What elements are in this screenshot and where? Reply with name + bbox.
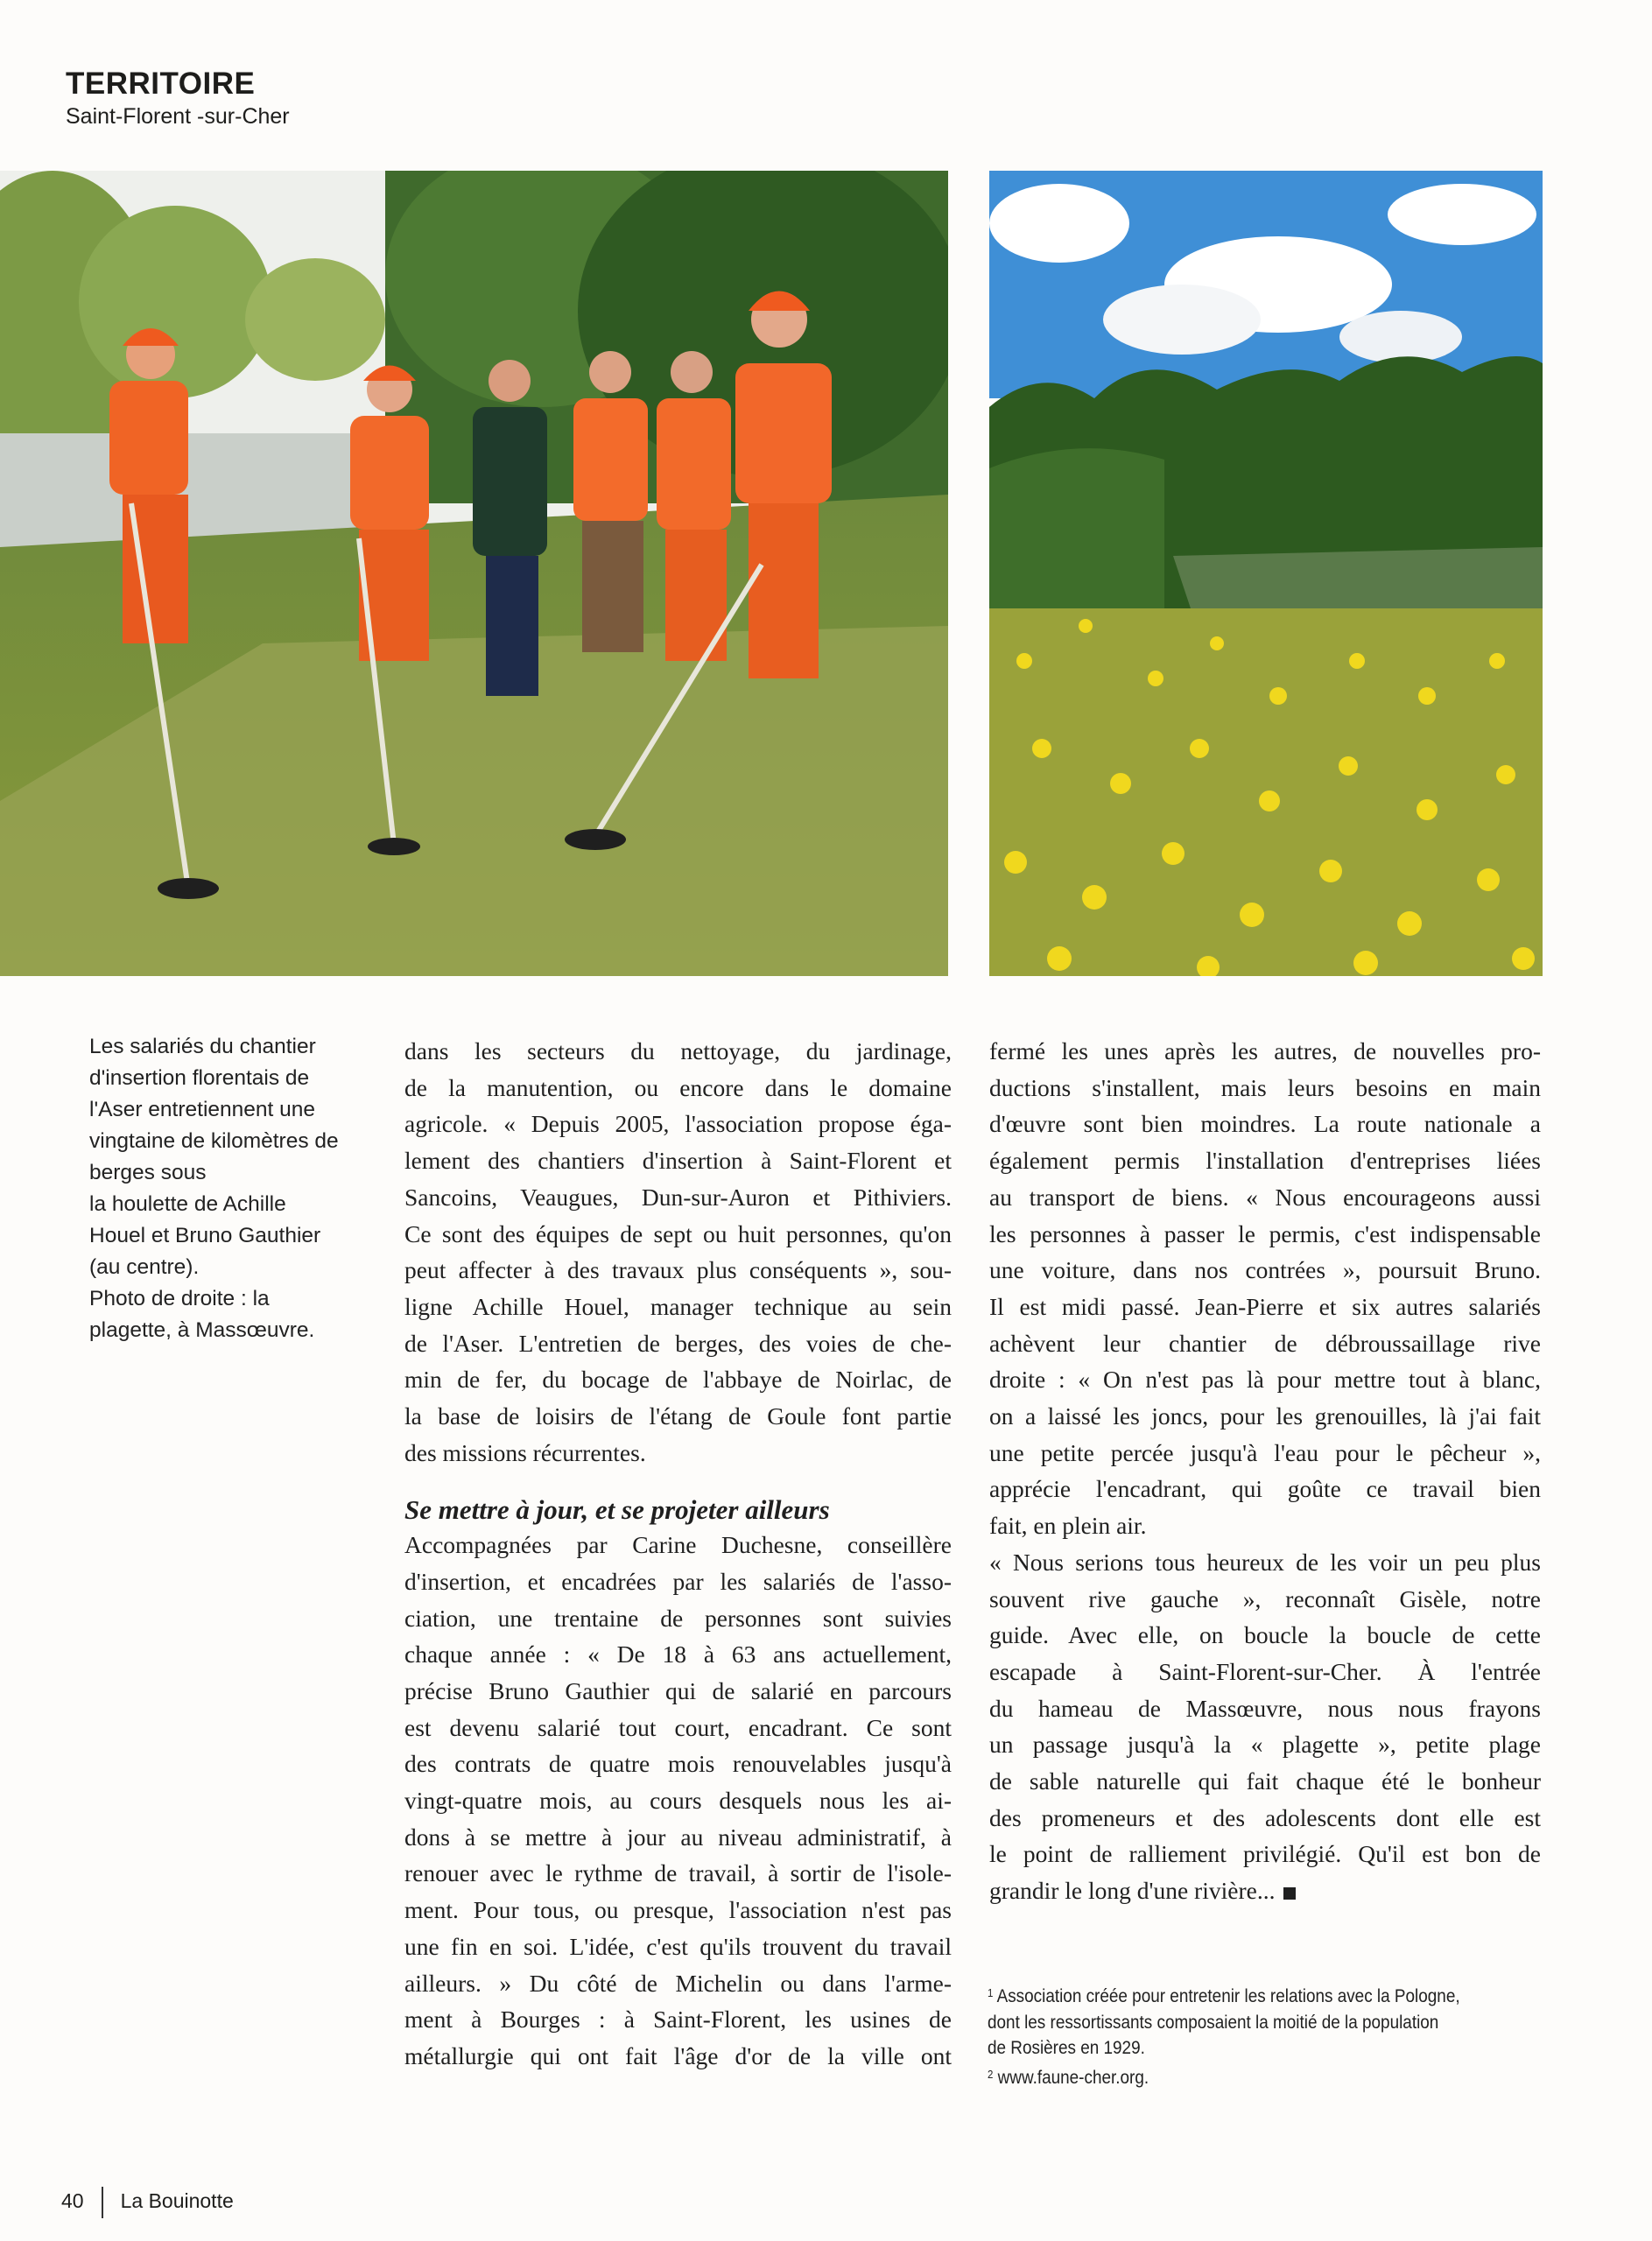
- text-line: d'insertion, et encadrées par les salariés de l'asso-: [404, 1567, 952, 1595]
- text-line: métallurgie qui ont fait l'âge d'or de la ville ont: [404, 2041, 952, 2069]
- caption-line: (au centre).: [89, 1255, 200, 1279]
- paragraph: [404, 1527, 952, 2075]
- text-line: agricole. « Depuis 2005, l'association propose éga-: [404, 1110, 952, 1138]
- text-line: une fin en soi. L'idée, c'est qu'ils trouvent du travail: [404, 1932, 952, 1960]
- text-line: droite : « On n'est pas là pour mettre tout à blanc,: [989, 1366, 1541, 1394]
- text-line: ductions s'installent, mais leurs besoins en main: [989, 1073, 1541, 1101]
- text-line: ailleurs. » Du côté de Michelin ou dans l'arme-: [404, 1969, 952, 1997]
- text-line: des contrats de quatre mois renouvelables jusqu'à: [404, 1750, 952, 1778]
- section-title: TERRITOIRE: [66, 67, 256, 101]
- text-line: Sancoins, Veaugues, Dun-sur-Auron et Pithiviers.: [404, 1183, 952, 1211]
- footer-divider: [102, 2187, 103, 2218]
- text-line: peut affecter à des travaux plus conséquents », sou-: [404, 1256, 952, 1284]
- text-line: un passage jusqu'à la « plagette », petite plage: [989, 1731, 1541, 1759]
- paragraph: [989, 1544, 1541, 1909]
- text-line: une petite percée jusqu'à l'eau pour le pêcheur »,: [989, 1438, 1541, 1466]
- text-line: les personnes à passer le permis, c'est indispensable: [989, 1219, 1541, 1247]
- text-line: dons à se mettre à jour au niveau administratif, à: [404, 1823, 952, 1851]
- text-line: fait, en plein air.: [989, 1512, 1147, 1540]
- article-column-middle: [404, 1033, 952, 2075]
- footnote-1-marker: 1: [988, 1986, 994, 1999]
- text-line: des promeneurs et des adolescents dont elle est: [989, 1803, 1541, 1831]
- caption-line: l'Aser entretiennent une: [89, 1098, 316, 1121]
- text-line: également permis l'installation d'entreprises liées: [989, 1147, 1541, 1175]
- text-line: min de fer, du bocage de l'abbaye de Noirlac, de: [404, 1366, 952, 1394]
- text-line: Il est midi passé. Jean-Pierre et six autres salariés: [989, 1292, 1541, 1320]
- footnotes: [988, 1980, 1480, 2090]
- caption-line: berges sous: [89, 1161, 207, 1184]
- text-line: Accompagnées par Carine Duchesne, conseillère: [404, 1531, 952, 1559]
- text-line: guide. Avec elle, on boucle la boucle de cette: [989, 1621, 1541, 1649]
- text-line: chaque année : « De 18 à 63 ans actuellement,: [404, 1640, 952, 1668]
- photo-caption: [89, 1031, 378, 1346]
- text-line: Ce sont des équipes de sept ou huit personnes, qu'on: [404, 1219, 952, 1247]
- text-line: renouer avec le rythme de travail, à sortir de l'isole-: [404, 1859, 952, 1887]
- section-location: Saint-Florent -sur-Cher: [66, 104, 290, 129]
- text-line: de sable naturelle qui fait chaque été le bonheur: [989, 1767, 1541, 1795]
- text-line: au transport de biens. « Nous encourageons aussi: [989, 1183, 1541, 1211]
- footnote-1-line: dont les ressortissants composaient la moitié de la population: [988, 2011, 1439, 2033]
- footnote-1-line: [988, 1980, 1480, 2010]
- text-line: ciation, une trentaine de personnes sont suivies: [404, 1604, 952, 1632]
- text-line: achèvent leur chantier de débroussaillage rive: [989, 1329, 1541, 1357]
- footnote-2-text: www.faune-cher.org.: [997, 2066, 1149, 2088]
- text-line: vingt-quatre mois, au cours desquels nous les ai-: [404, 1787, 952, 1815]
- text-line: précise Bruno Gauthier qui de salarié en parcours: [404, 1676, 952, 1704]
- text-line: apprécie l'encadrant, qui goûte ce travail bien: [989, 1475, 1541, 1503]
- text-line: la base de loisirs de l'étang de Goule font partie: [404, 1402, 952, 1430]
- text-line: fermé les unes après les autres, de nouvelles pro-: [989, 1037, 1541, 1064]
- page-header: [66, 68, 290, 128]
- section-subheading: Se mettre à jour, et se projeter ailleurs: [404, 1494, 830, 1526]
- text-line: ment. Pour tous, ou presque, l'association n'est pas: [404, 1896, 952, 1924]
- text-line: le point de ralliement privilégié. Qu'il est bon de: [989, 1840, 1541, 1868]
- text-line: « Nous serions tous heureux de les voir un peu plus: [989, 1548, 1541, 1576]
- text-line: [989, 1872, 1541, 1909]
- caption-line: vingtaine de kilomètres de: [89, 1129, 339, 1153]
- yellow-flowers-river-photo: [989, 171, 1543, 976]
- text-line: du hameau de Massœuvre, nous nous frayons: [989, 1694, 1541, 1722]
- paragraph: [989, 1033, 1541, 1544]
- footnote-1-text: Association créée pour entretenir les relations avec la Pologne,: [996, 1985, 1460, 2006]
- text-line: lement des chantiers d'insertion à Saint-Florent et: [404, 1147, 952, 1175]
- text-line: de la manutention, ou encore dans le domaine: [404, 1073, 952, 1101]
- page-number: 40: [61, 2189, 84, 2213]
- text-line: une voiture, dans nos contrées », poursuit Bruno.: [989, 1256, 1541, 1284]
- caption-line: plagette, à Massœuvre.: [89, 1318, 315, 1342]
- text-line: de l'Aser. L'entretien de berges, des voies de che-: [404, 1329, 952, 1357]
- article-column-right: [989, 1033, 1541, 1909]
- text-line: on a laissé les joncs, pour les grenouilles, là j'ai fait: [989, 1402, 1541, 1430]
- text-line: souvent rive gauche », reconnaît Gisèle, notre: [989, 1584, 1541, 1612]
- caption-line: la houlette de Achille: [89, 1192, 286, 1216]
- text-line: d'œuvre sont bien moindres. La route nationale a: [989, 1110, 1541, 1138]
- workers-riverbank-photo: [0, 171, 948, 976]
- paragraph: [404, 1033, 952, 1471]
- page-footer: [61, 2187, 234, 2218]
- text-line-last: grandir le long d'une rivière...: [989, 1877, 1276, 1905]
- text-line: escapade à Saint-Florent-sur-Cher. À l'entrée: [989, 1657, 1541, 1685]
- caption-line: Houel et Bruno Gauthier: [89, 1224, 321, 1247]
- text-line: des missions récurrentes.: [404, 1438, 646, 1466]
- caption-line: d'insertion florentais de: [89, 1066, 310, 1090]
- end-of-article-mark: [1283, 1887, 1296, 1900]
- footnote-1-line: de Rosières en 1929.: [988, 2037, 1145, 2058]
- text-line: dans les secteurs du nettoyage, du jardinage,: [404, 1037, 952, 1064]
- footnote-2-marker: 2: [988, 2067, 994, 2081]
- text-line: ligne Achille Houel, manager technique au sein: [404, 1292, 952, 1320]
- footnote-2-line: [988, 2062, 1480, 2091]
- caption-line: Photo de droite : la: [89, 1287, 270, 1310]
- caption-line: Les salariés du chantier: [89, 1035, 316, 1058]
- magazine-name: La Bouinotte: [120, 2189, 234, 2213]
- text-line: ment à Bourges : à Saint-Florent, les usines de: [404, 2006, 952, 2034]
- text-line: est devenu salarié tout court, encadrant. Ce sont: [404, 1713, 952, 1741]
